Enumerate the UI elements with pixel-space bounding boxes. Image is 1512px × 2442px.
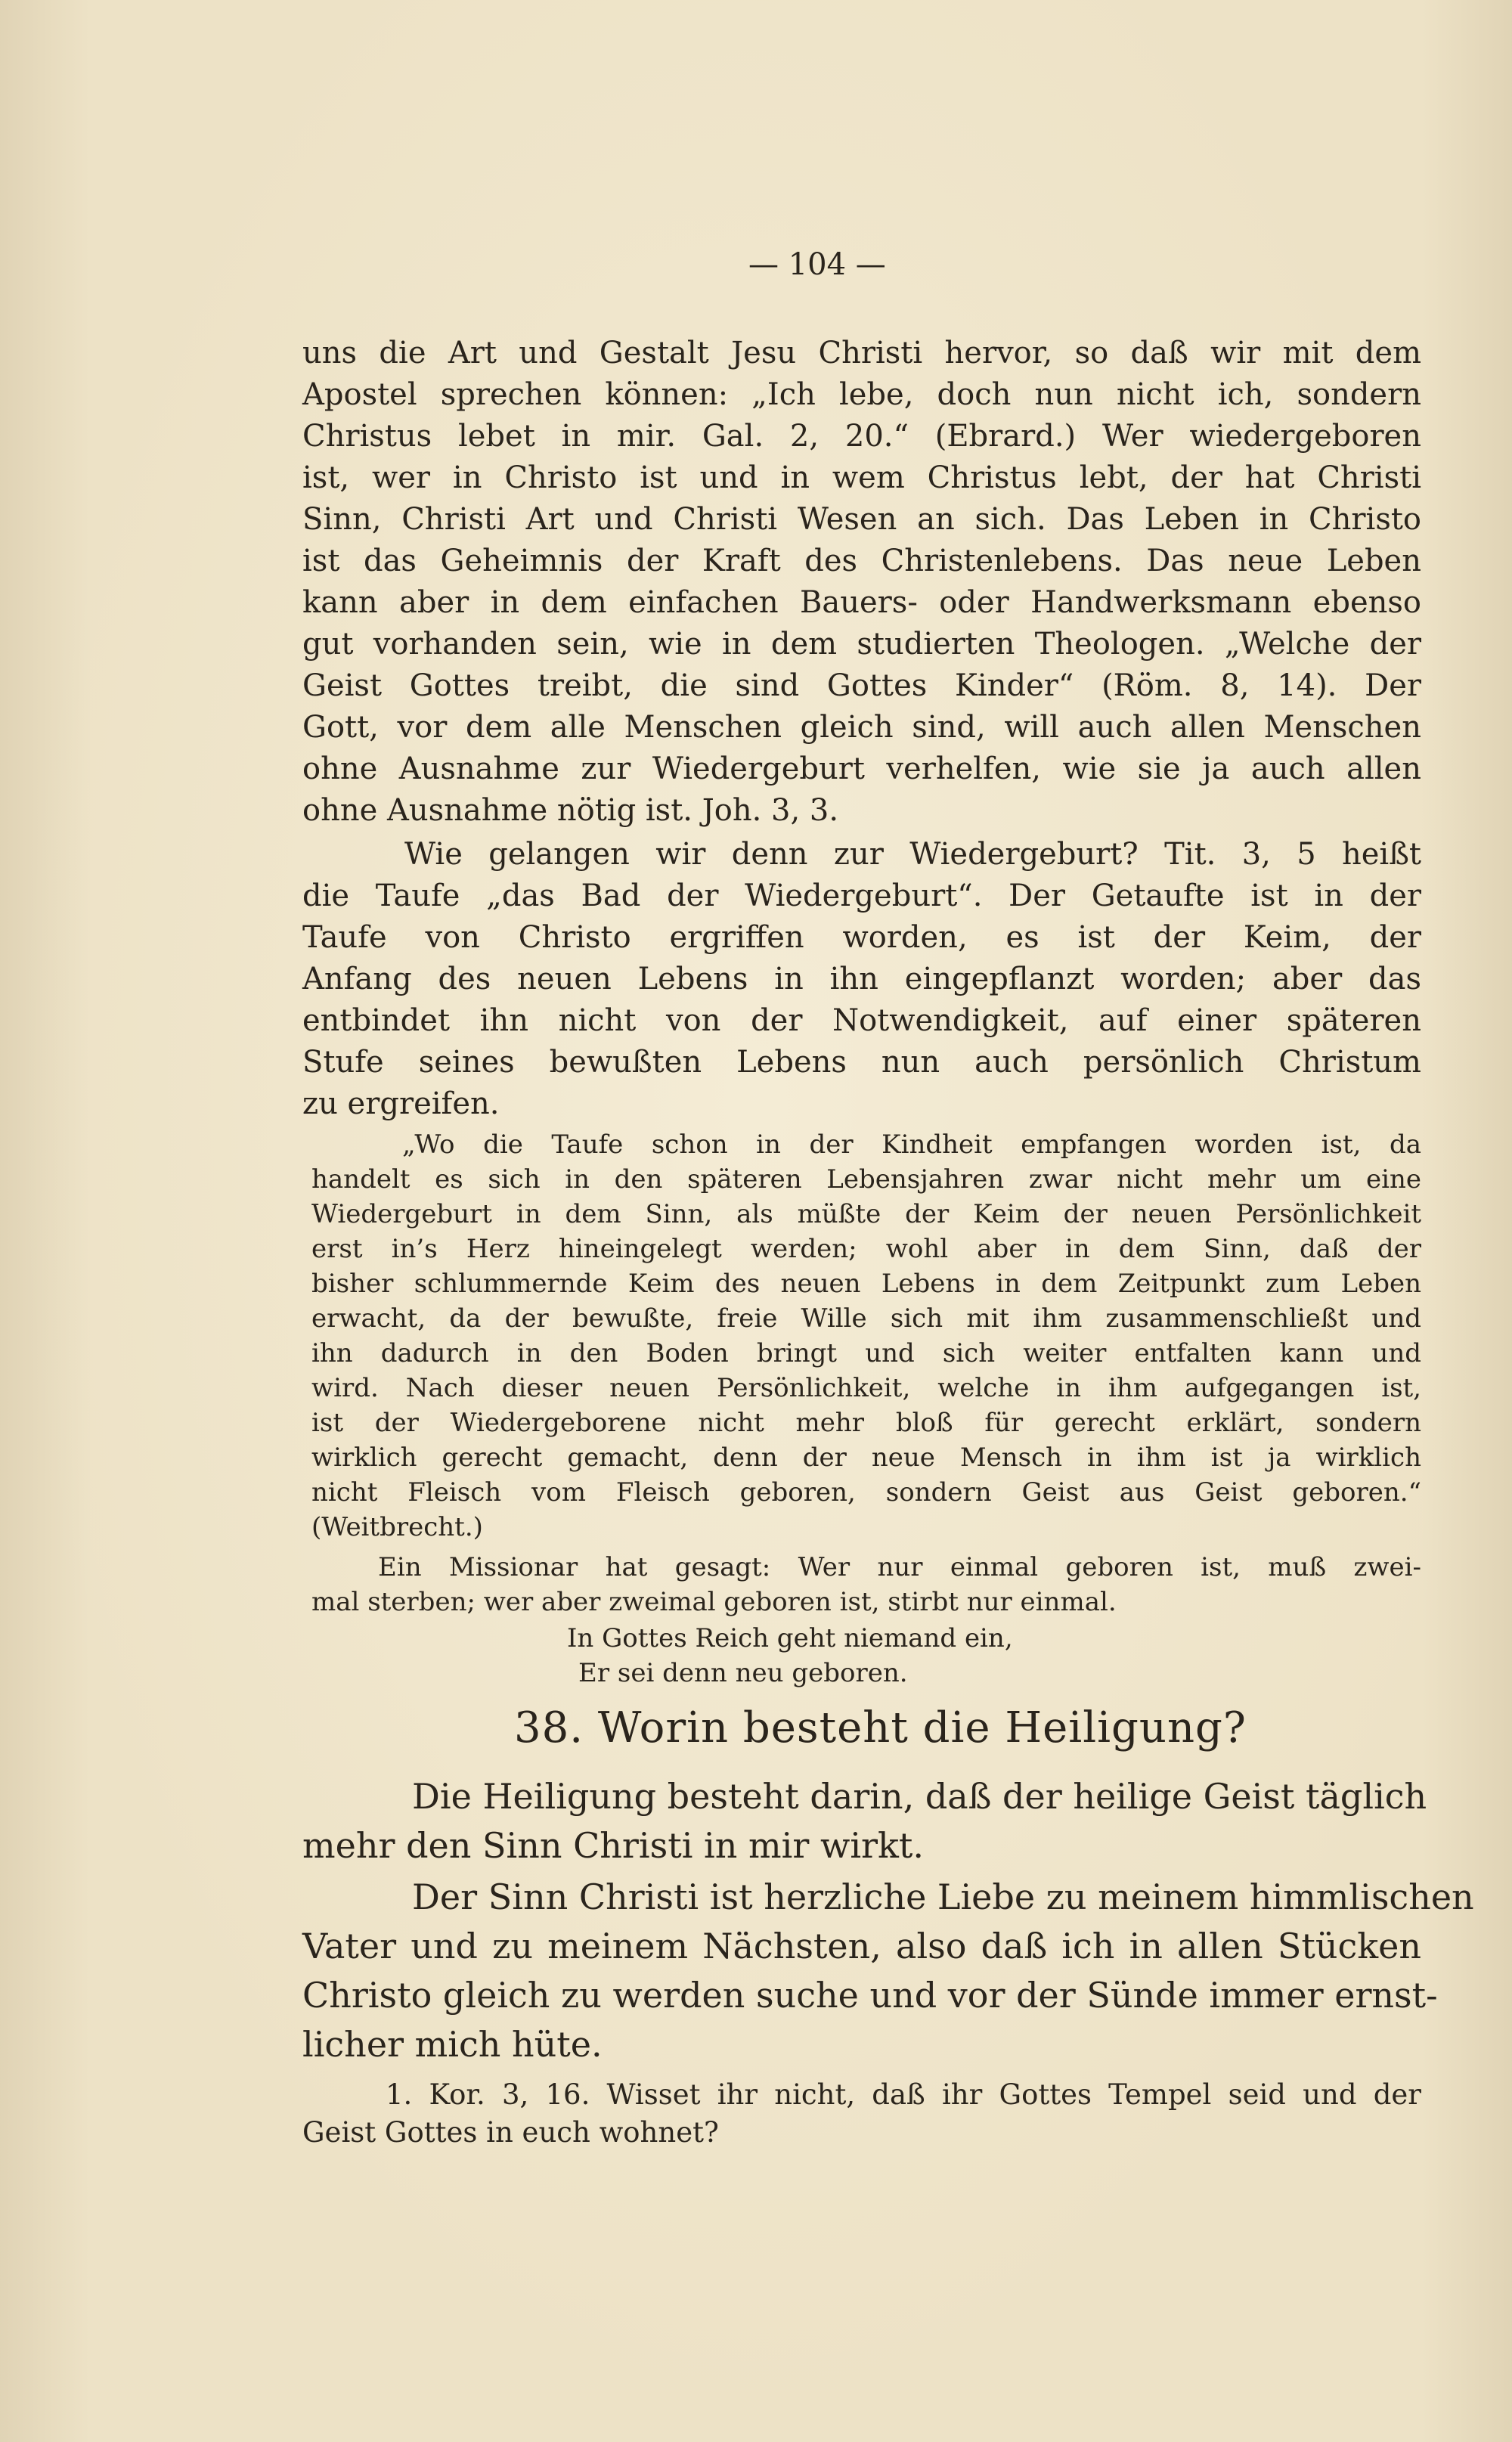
- quote-line: „Wo die Taufe schon in der Kindheit empfangen worden ist, da: [402, 1130, 1421, 1160]
- quote-line: Ein Missionar hat gesagt: Wer nur einmal geboren ist, muß zwei-: [378, 1552, 1421, 1582]
- verse-line: Er sei denn neu geboren.: [578, 1658, 908, 1688]
- body-line: ohne Ausnahme zur Wiedergeburt verhelfen, wie sie ja auch allen: [302, 752, 1421, 786]
- quote-line: ihn dadurch in den Boden bringt und sich weiter entfalten kann und: [311, 1338, 1421, 1368]
- quote-line: ist der Wiedergeborene nicht mehr bloß für gerecht erklärt, sondern: [311, 1408, 1421, 1438]
- quote-line: wird. Nach dieser neuen Persönlichkeit, welche in ihm aufgegangen ist,: [311, 1373, 1421, 1403]
- quote-line: erst in’s Herz hineingelegt werden; wohl aber in dem Sinn, daß der: [311, 1234, 1421, 1264]
- body-line: entbindet ihn nicht von der Notwendigkeit, auf einer späteren: [302, 1003, 1421, 1038]
- body-line: ist das Geheimnis der Kraft des Christenlebens. Das neue Leben: [302, 544, 1421, 578]
- quote-line: mal sterben; wer aber zweimal geboren ist, stirbt nur einmal.: [311, 1587, 1117, 1617]
- section-line: licher mich hüte.: [302, 2024, 603, 2065]
- body-line: Wie gelangen wir denn zur Wiedergeburt? Tit. 3, 5 heißt: [404, 837, 1421, 872]
- body-line: ohne Ausnahme nötig ist. Joh. 3, 3.: [302, 793, 839, 828]
- quote-line: Wiedergeburt in dem Sinn, als müßte der Keim der neuen Persönlichkeit: [311, 1199, 1421, 1229]
- quote-line: erwacht, da der bewußte, freie Wille sich mit ihm zusammenschließt und: [311, 1303, 1421, 1334]
- scripture-line: Geist Gottes in euch wohnet?: [302, 2116, 719, 2149]
- section-line: Christo gleich zu werden suche und vor der Sünde immer ernst-: [302, 1975, 1438, 2016]
- body-line: Taufe von Christo ergriffen worden, es ist der Keim, der: [302, 920, 1421, 955]
- section-heading: 38. Worin besteht die Heiligung?: [514, 1703, 1247, 1752]
- body-line: Stufe seines bewußten Lebens nun auch persönlich Christum: [302, 1045, 1421, 1080]
- section-line: mehr den Sinn Christi in mir wirkt.: [302, 1825, 925, 1866]
- body-line: gut vorhanden sein, wie in dem studierten Theologen. „Welche der: [302, 627, 1421, 662]
- body-line: kann aber in dem einfachen Bauers- oder Handwerksmann ebenso: [302, 585, 1421, 620]
- verse-line: In Gottes Reich geht niemand ein,: [567, 1623, 1013, 1653]
- scripture-line: 1. Kor. 3, 16. Wisset ihr nicht, daß ihr Gottes Tempel seid und der: [386, 2078, 1421, 2111]
- body-line: Geist Gottes treibt, die sind Gottes Kinder“ (Röm. 8, 14). Der: [302, 668, 1421, 703]
- quote-line: wirklich gerecht gemacht, denn der neue Mensch in ihm ist ja wirklich: [311, 1443, 1421, 1473]
- body-line: die Taufe „das Bad der Wiedergeburt“. Der Getaufte ist in der: [302, 879, 1421, 913]
- body-line: uns die Art und Gestalt Jesu Christi hervor, so daß wir mit dem: [302, 336, 1421, 370]
- body-line: Gott, vor dem alle Menschen gleich sind, will auch allen Menschen: [302, 710, 1421, 745]
- quote-line: bisher schlummernde Keim des neuen Lebens in dem Zeitpunkt zum Leben: [311, 1269, 1421, 1299]
- body-line: Sinn, Christi Art und Christi Wesen an sich. Das Leben in Christo: [302, 502, 1421, 537]
- section-line: Der Sinn Christi ist herzliche Liebe zu meinem himmlischen: [412, 1876, 1474, 1917]
- quote-line: nicht Fleisch vom Fleisch geboren, sondern Geist aus Geist geboren.“: [311, 1477, 1421, 1508]
- body-line: Apostel sprechen können: „Ich lebe, doch nun nicht ich, sondern: [302, 377, 1421, 412]
- section-line: Vater und zu meinem Nächsten, also daß ich in allen Stücken: [302, 1926, 1421, 1966]
- body-line: Anfang des neuen Lebens in ihn eingepflanzt worden; aber das: [302, 962, 1421, 996]
- body-line: Christus lebet in mir. Gal. 2, 20.“ (Ebrard.) Wer wiedergeboren: [302, 419, 1421, 454]
- section-line: Die Heiligung besteht darin, daß der heilige Geist täglich: [412, 1776, 1427, 1817]
- page-number: — 104 —: [748, 247, 886, 282]
- body-line: ist, wer in Christo ist und in wem Christus lebt, der hat Christi: [302, 460, 1421, 495]
- quote-line: (Weitbrecht.): [311, 1512, 483, 1542]
- quote-line: handelt es sich in den späteren Lebensjahren zwar nicht mehr um eine: [311, 1164, 1421, 1195]
- body-line: zu ergreifen.: [302, 1086, 500, 1121]
